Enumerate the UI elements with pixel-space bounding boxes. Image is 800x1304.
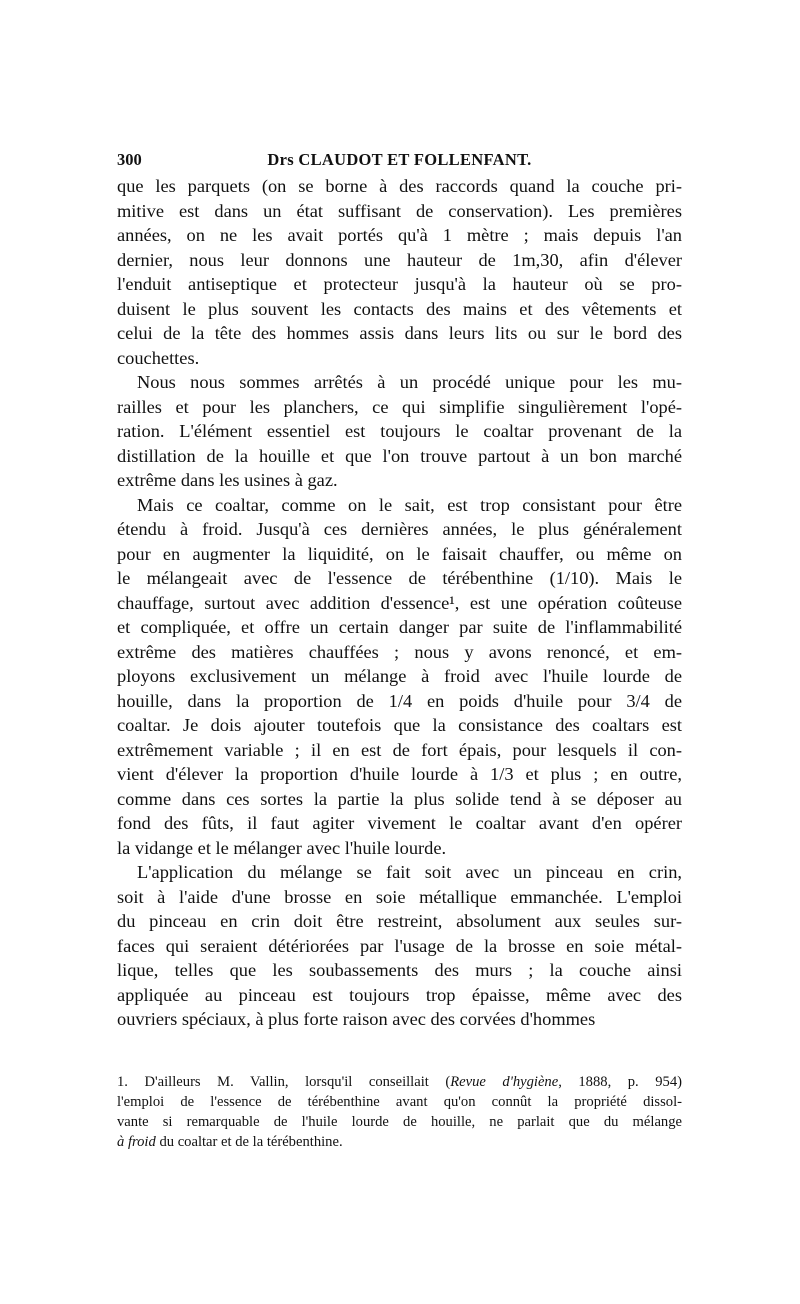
paragraph (117, 370, 682, 493)
text-line: la vidange et le mélanger avec l'huile lourde. (117, 837, 447, 858)
body-text (117, 174, 682, 1032)
text-line: railles et pour les planchers, ce qui simplifie singulièrement l'opé- (117, 396, 682, 417)
footnote-line: vante si remarquable de l'huile lourde de houille, ne parlait que du mélange (117, 1114, 682, 1130)
text-line: extrême dans les usines à gaz. (117, 470, 338, 490)
text-line: Nous nous sommes arrêtés à un procédé unique pour les mu- (137, 372, 682, 392)
running-title: Drs CLAUDOT ET FOLLENFANT. (267, 150, 532, 169)
text-line: Mais ce coaltar, comme on le sait, est trop consistant pour être (137, 494, 682, 515)
paragraph (117, 174, 682, 370)
text-line: l'enduit antiseptique et protecteur jusqu'à la hauteur où se pro- (117, 274, 682, 294)
text-line: L'application du mélange se fait soit avec un pinceau en crin, (137, 862, 682, 882)
text-line: celui de la tête des hommes assis dans leurs lits ou sur le bord des (117, 323, 682, 343)
text-line: couchettes. (117, 347, 200, 368)
footnote-text: 1. D'ailleurs M. Vallin, lorsqu'il conseillait ( (117, 1074, 451, 1090)
text-line: dernier, nous leur donnons une hauteur de 1m,30, afin d'élever (117, 249, 682, 270)
text-line: ployons exclusivement un mélange à froid avec l'huile lourde de (117, 666, 682, 686)
text-line: chauffage, surtout avec addition d'essence¹, est une opération coûteuse (117, 592, 682, 613)
text-line: houille, dans la proportion de 1/4 en poids d'huile pour 3/4 de (117, 690, 682, 711)
text-line: lique, telles que les soubassements des murs ; la couche ainsi (117, 960, 682, 980)
footnote-line (117, 1072, 682, 1092)
page-number: 300 (117, 150, 142, 169)
footnote-line (117, 1132, 682, 1152)
text-line: que les parquets (on se borne à des raccords quand la couche pri- (117, 176, 682, 196)
text-line: fond des fûts, il faut agiter vivement le coaltar avant d'en opérer (117, 813, 682, 833)
paragraph (117, 493, 682, 861)
text-line: extrêmement variable ; il en est de fort épais, pour lesquels il con- (117, 739, 682, 760)
text-line: faces qui seraient détériorées par l'usage de la brosse en soie métal- (117, 935, 682, 956)
paragraph (117, 860, 682, 1032)
text-line: appliquée au pinceau est toujours trop épaisse, même avec des (117, 984, 682, 1005)
text-line: extrême des matières chauffées ; nous y avons renoncé, et em- (117, 641, 682, 662)
text-line: ouvriers spéciaux, à plus forte raison avec des corvées d'hommes (117, 1009, 596, 1029)
page-header (117, 150, 682, 174)
footnote-emphasis: à froid (117, 1134, 156, 1150)
text-line: vient d'élever la proportion d'huile lourde à 1/3 et plus ; en outre, (117, 764, 682, 784)
text-line: coaltar. Je dois ajouter toutefois que la consistance des coaltars est (117, 715, 682, 735)
footnote (117, 1072, 682, 1152)
text-line: et compliquée, et offre un certain danger par suite de l'inflammabilité (117, 617, 682, 637)
footnote-line: l'emploi de l'essence de térébenthine avant qu'on connût la propriété dissol- (117, 1094, 682, 1110)
text-line: distillation de la houille et que l'on trouve partout à un bon marché (117, 445, 682, 466)
text-line: comme dans ces sortes la partie la plus solide tend à se déposer au (117, 788, 682, 809)
text-line: le mélangeait avec de l'essence de térébenthine (1/10). Mais le (117, 568, 682, 588)
text-line: années, on ne les avait portés qu'à 1 mètre ; mais depuis l'an (117, 225, 682, 245)
text-line: duisent le plus souvent les contacts des mains et des vêtements et (117, 298, 682, 319)
page (117, 150, 682, 1032)
footnote-text: , 1888, p. 954) (558, 1074, 682, 1090)
text-line: soit à l'aide d'une brosse en soie métallique emmanchée. L'emploi (117, 886, 682, 907)
text-line: ration. L'élément essentiel est toujours le coaltar provenant de la (117, 421, 682, 441)
text-line: pour en augmenter la liquidité, on le faisait chauffer, ou même on (117, 543, 682, 564)
text-line: mitive est dans un état suffisant de conservation). Les premières (117, 200, 682, 221)
text-line: du pinceau en crin doit être restreint, absolument aux seules sur- (117, 911, 682, 931)
text-line: étendu à froid. Jusqu'à ces dernières années, le plus généralement (117, 519, 682, 539)
footnote-text: du coaltar et de la térébenthine. (155, 1134, 343, 1150)
footnote-journal-title: Revue d'hygiène (450, 1074, 559, 1090)
